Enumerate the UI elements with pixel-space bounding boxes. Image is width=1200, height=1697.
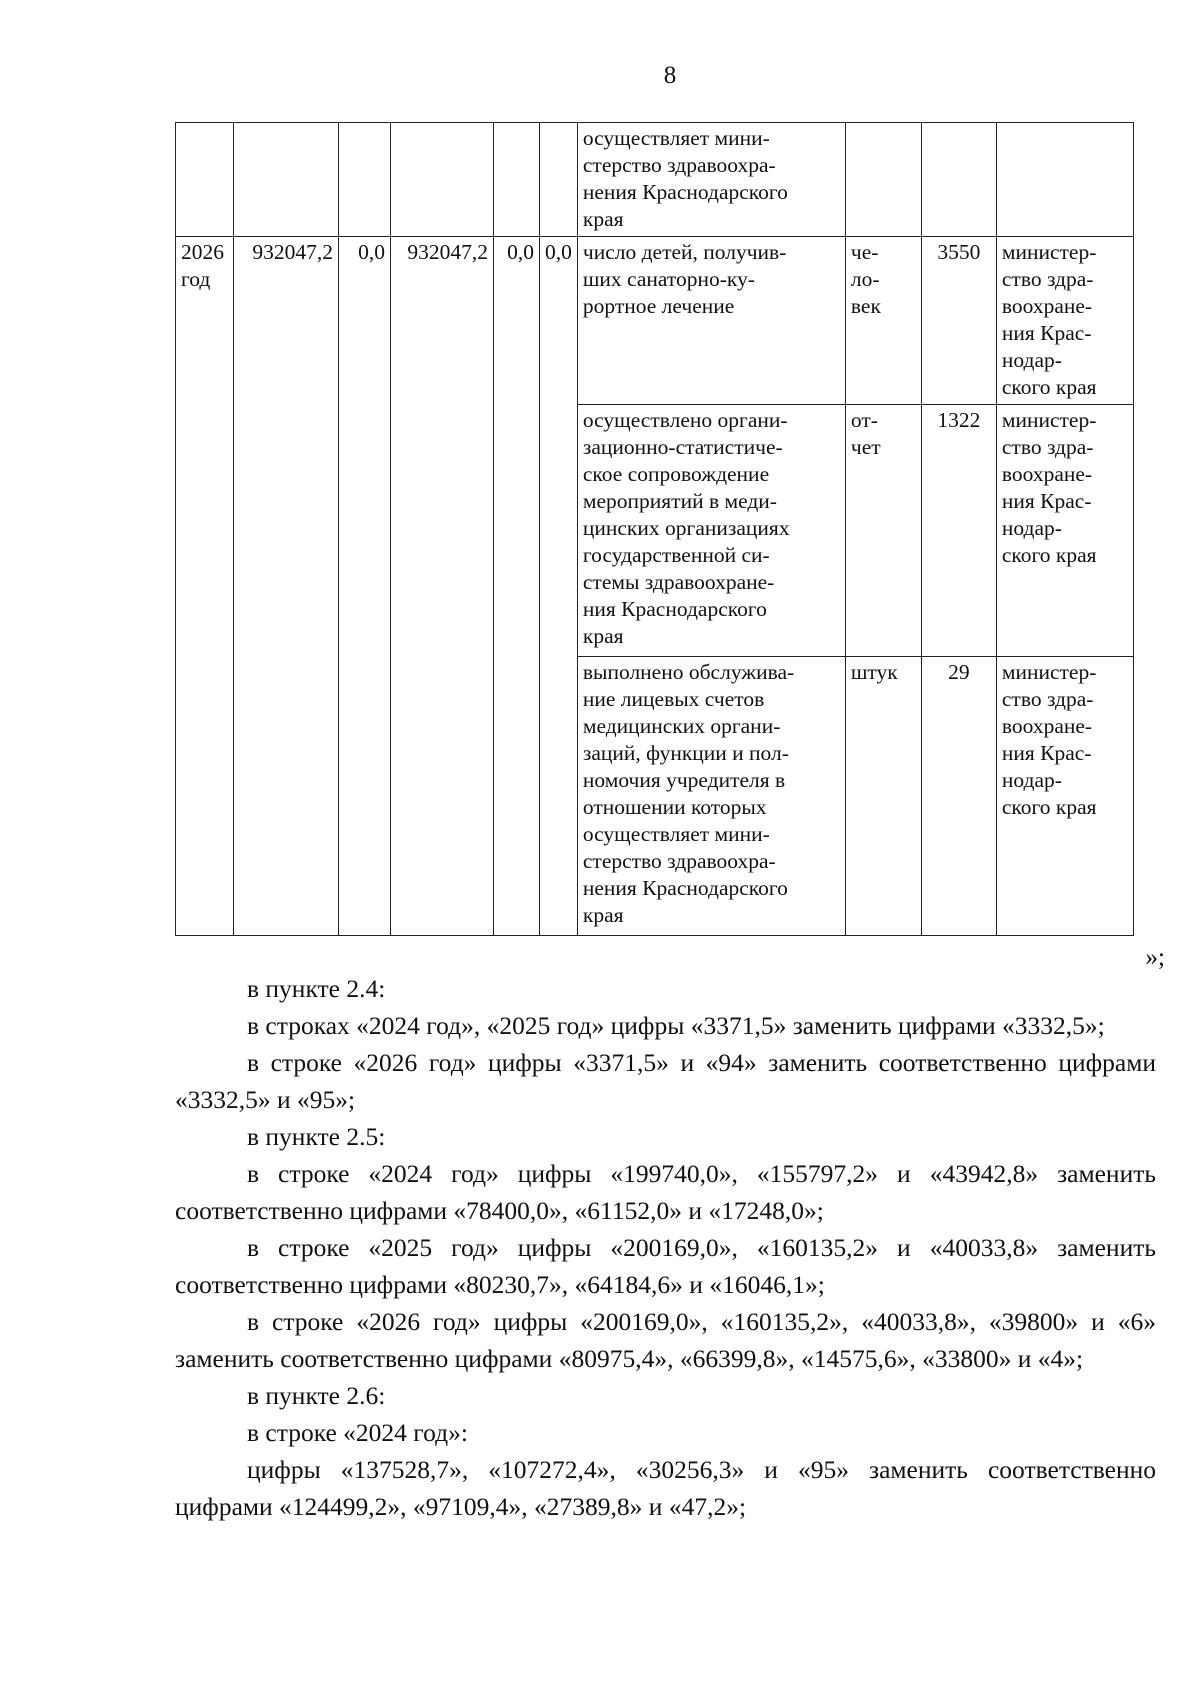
result-text: число детей, получив- ших санаторно-ку- рортное лечение (577, 237, 845, 405)
result-executor: министер- ство здра- воохране- ния Крас- нодар- ского края (996, 657, 1133, 936)
paragraph: в строке «2024 год»: (247, 1418, 468, 1447)
paragraph: в пункте 2.4: (247, 974, 386, 1003)
activity-table (175, 122, 1134, 936)
result-value: 29 (921, 657, 996, 936)
result-executor: министер- ство здра- воохране- ния Крас- нодар- ского края (996, 237, 1133, 405)
regional-amount: 932047,2 (391, 237, 494, 936)
total-amount: 932047,2 (234, 237, 339, 936)
table-cell (996, 123, 1133, 237)
table-cell (494, 123, 540, 237)
result-text: осуществлено органи- зационно-статистиче- ское сопровождение мероприятий в меди- цинских организациях государственной си- стемы здравоохране- ния Краснодарского края (577, 405, 845, 657)
table-cell (845, 123, 921, 237)
measure-text: осуществляет мини- стерство здравоохра- нения Краснодарского края (577, 123, 845, 237)
paragraph: в строке «2026 год» цифры «3371,5» и «94» заменить соответственно цифрами «3332,5» и «95»; (175, 1048, 1156, 1114)
table-row (176, 123, 1134, 237)
closing-quote: »; (1145, 944, 1165, 971)
result-executor: министер- ство здра- воохране- ния Крас- нодар- ского края (996, 405, 1133, 657)
paragraph: в строке «2024 год» цифры «199740,0», «155797,2» и «43942,8» заменить соответственно цифрами «78400,0», «61152,0» и «17248,0»; (175, 1159, 1156, 1225)
result-unit: от- чет (845, 405, 921, 657)
paragraph: в пункте 2.5: (247, 1122, 386, 1151)
year-cell: 2026 год (176, 237, 234, 936)
table-cell (176, 123, 234, 237)
table-cell (234, 123, 339, 237)
table-cell (391, 123, 494, 237)
paragraph: в пункте 2.6: (247, 1381, 386, 1410)
result-value: 3550 (921, 237, 996, 405)
table-cell (540, 123, 578, 237)
table-row (176, 237, 1134, 405)
table-cell (921, 123, 996, 237)
table-cell (339, 123, 391, 237)
paragraph: цифры «137528,7», «107272,4», «30256,3» и «95» заменить соответственно цифрами «124499,2», «97109,4», «27389,8» и «47,2»; (175, 1455, 1156, 1521)
paragraph: в строках «2024 год», «2025 год» цифры «3371,5» заменить цифрами «3332,5»; (247, 1011, 1105, 1040)
result-text: выполнено обслужива- ние лицевых счетов медицинских органи- заций, функции и пол- номочия учредителя в отношении которых осуществляет мини- стерство здравоохра- нения Краснодарского края (577, 657, 845, 936)
result-unit: штук (845, 657, 921, 936)
result-unit: че- ло- век (845, 237, 921, 405)
local-amount: 0,0 (494, 237, 540, 936)
page-number: 8 (663, 62, 677, 89)
federal-amount: 0,0 (339, 237, 391, 936)
paragraph: в строке «2025 год» цифры «200169,0», «160135,2» и «40033,8» заменить соответственно цифрами «80230,7», «64184,6» и «16046,1»; (175, 1233, 1156, 1299)
paragraph: в строке «2026 год» цифры «200169,0», «160135,2», «40033,8», «39800» и «6» заменить соответственно цифрами «80975,4», «66399,8», «14575,6», «33800» и «4»; (175, 1307, 1156, 1373)
result-value: 1322 (921, 405, 996, 657)
other-amount: 0,0 (540, 237, 578, 936)
amendment-text (175, 970, 1156, 1525)
